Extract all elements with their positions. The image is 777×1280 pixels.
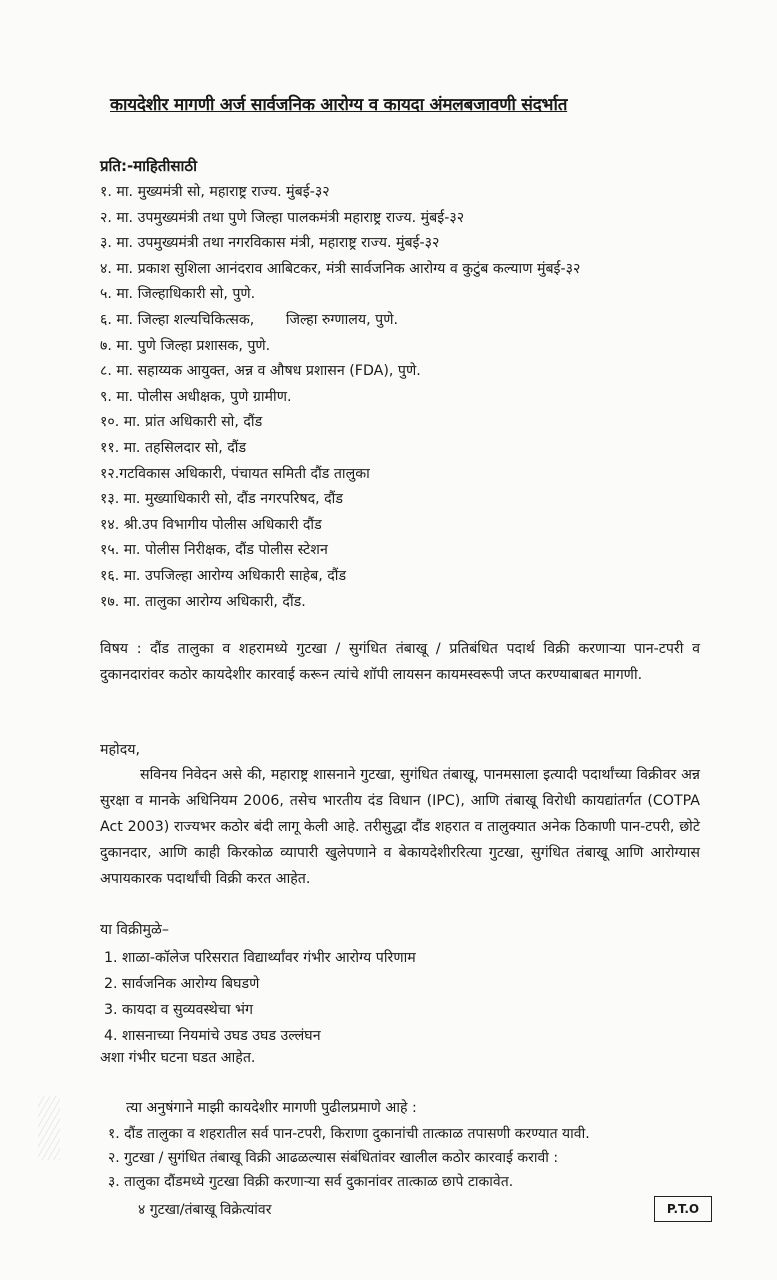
- recipient-item: १५. मा. पोलीस निरीक्षक, दौंड पोलीस स्टेशन: [100, 542, 328, 559]
- body-paragraph: [100, 762, 700, 892]
- effects-lead: या विक्रीमुळे–: [100, 922, 169, 938]
- recipient-item: ११. मा. तहसिलदार सो, दौंड: [100, 439, 247, 456]
- recipient-item: १०. मा. प्रांत अधिकारी सो, दौंड: [100, 414, 263, 431]
- recipient-item: १६. मा. उपजिल्हा आरोग्य अधिकारी साहेब, दौंड: [100, 567, 347, 584]
- effects-list: [104, 945, 664, 1049]
- pto-box: P.T.O: [654, 1196, 712, 1222]
- recipient-item: ७. मा. पुणे जिल्हा प्रशासक, पुणे.: [100, 337, 271, 354]
- demand-item: २. गुटखा / सुगंधित तंबाखू विक्री आढळल्यास संबंधितांवर खालील कठोर कारवाई करावी :: [108, 1150, 559, 1166]
- effect-item: 3. कायदा व सुव्यवस्थेचा भंग: [104, 1002, 253, 1018]
- demand-item-partial: ४ गुटखा/तंबाखू विक्रेत्यांवर: [138, 1202, 272, 1218]
- demands-lead: त्या अनुषंगाने माझी कायदेशीर मागणी पुढीलप्रमाणे आहे :: [126, 1100, 417, 1116]
- recipients-heading: प्रति:-माहितीसाठी: [100, 157, 197, 175]
- recipient-item: ३. मा. उपमुख्यमंत्री तथा नगरविकास मंत्री, महाराष्ट्र राज्य. मुंबई-३२: [100, 235, 440, 252]
- demand-item: ३. तालुका दौंडमध्ये गुटखा विक्री करणाऱ्या सर्व दुकानांवर तात्काळ छापे टाकावेत.: [108, 1174, 514, 1190]
- salutation: महोदय,: [100, 742, 140, 758]
- recipient-item: ९. मा. पोलीस अधीक्षक, पुणे ग्रामीण.: [100, 388, 292, 405]
- effects-closing: अशा गंभीर घटना घडत आहेत.: [100, 1050, 256, 1066]
- recipient-item: ५. मा. जिल्हाधिकारी सो, पुणे.: [100, 286, 256, 303]
- effect-item: 1. शाळा-कॉलेज परिसरात विद्यार्थ्यांवर गंभीर आरोग्य परिणाम: [104, 950, 416, 966]
- recipient-item: २. मा. उपमुख्यमंत्री तथा पुणे जिल्हा पालकमंत्री महाराष्ट्र राज्य. मुंबई-३२: [100, 209, 465, 226]
- effect-item: 2. सार्वजनिक आरोग्य बिघडणे: [104, 976, 260, 992]
- recipient-item: १३. मा. मुख्याधिकारी सो, दौंड नगरपरिषद, दौंड: [100, 491, 343, 508]
- body-paragraph-text: सविनय निवेदन असे की, महाराष्ट्र शासनाने गुटखा, सुगंधित तंबाखू, पानमसाला इत्यादी पदार्थांच्या विक्रीवर अन्न सुरक्षा व मानके अधिनियम 2006, तसेच भारतीय दंड विधान (IPC), आणि तंबाखू विरोधी कायद्यांतर्गत (COTPA Act 2003) राज्यभर कठोर बंदी लागू केली आहे. तरीसुद्धा दौंड शहरात व तालुक्यात अनेक ठिकाणी पान-टपरी, छोटे दुकानदार, आणि काही किरकोळ व्यापारी खुलेपणाने व बेकायदेशीररित्या गुटखा, सुगंधित तंबाखू आणि आरोग्यास अपायकारक पदार्थांची विक्री करत आहेत.: [100, 767, 700, 887]
- recipient-list: [100, 180, 700, 615]
- recipient-item: ६. मा. जिल्हा शल्यचिकित्सक, जिल्हा रुग्णालय, पुणे.: [100, 311, 398, 328]
- recipient-item: ४. मा. प्रकाश सुशिला आनंदराव आबिटकर, मंत्री सार्वजनिक आरोग्य व कुटुंब कल्याण मुंबई-३२: [100, 260, 581, 277]
- recipient-item: १. मा. मुख्यमंत्री सो, महाराष्ट्र राज्य. मुंबई-३२: [100, 184, 330, 200]
- recipient-item: १४. श्री.उप विभागीय पोलीस अधिकारी दौंड: [100, 516, 322, 533]
- demand-item: १. दौंड तालुका व शहरातील सर्व पान-टपरी, किराणा दुकानांची तात्काळ तपासणी करण्यात यावी.: [108, 1126, 590, 1142]
- demands-list: [108, 1122, 708, 1194]
- scan-smudge: [38, 1096, 60, 1160]
- recipient-item: १२.गटविकास अधिकारी, पंचायत समिती दौंड तालुका: [100, 465, 370, 482]
- document-title: कायदेशीर मागणी अर्ज सार्वजनिक आरोग्य व कायदा अंमलबजावणी संदर्भात: [110, 95, 568, 115]
- recipient-item: १७. मा. तालुका आरोग्य अधिकारी, दौंड.: [100, 593, 306, 610]
- effect-item: 4. शासनाच्या नियमांचे उघड उघड उल्लंघन: [104, 1028, 321, 1044]
- recipient-item: ८. मा. सहाय्यक आयुक्त, अन्न व औषध प्रशासन (FDA), पुणे.: [100, 363, 421, 380]
- subject-line: विषय : दौंड तालुका व शहरामध्ये गुटखा / सुगंधित तंबाखू / प्रतिबंधित पदार्थ विक्री करणाऱ्या पान-टपरी व दुकानदारांवर कठोर कायदेशीर कारवाई करून त्यांचे शॉपी लायसन कायमस्वरूपी जप्त करण्याबाबत मागणी.: [100, 641, 700, 683]
